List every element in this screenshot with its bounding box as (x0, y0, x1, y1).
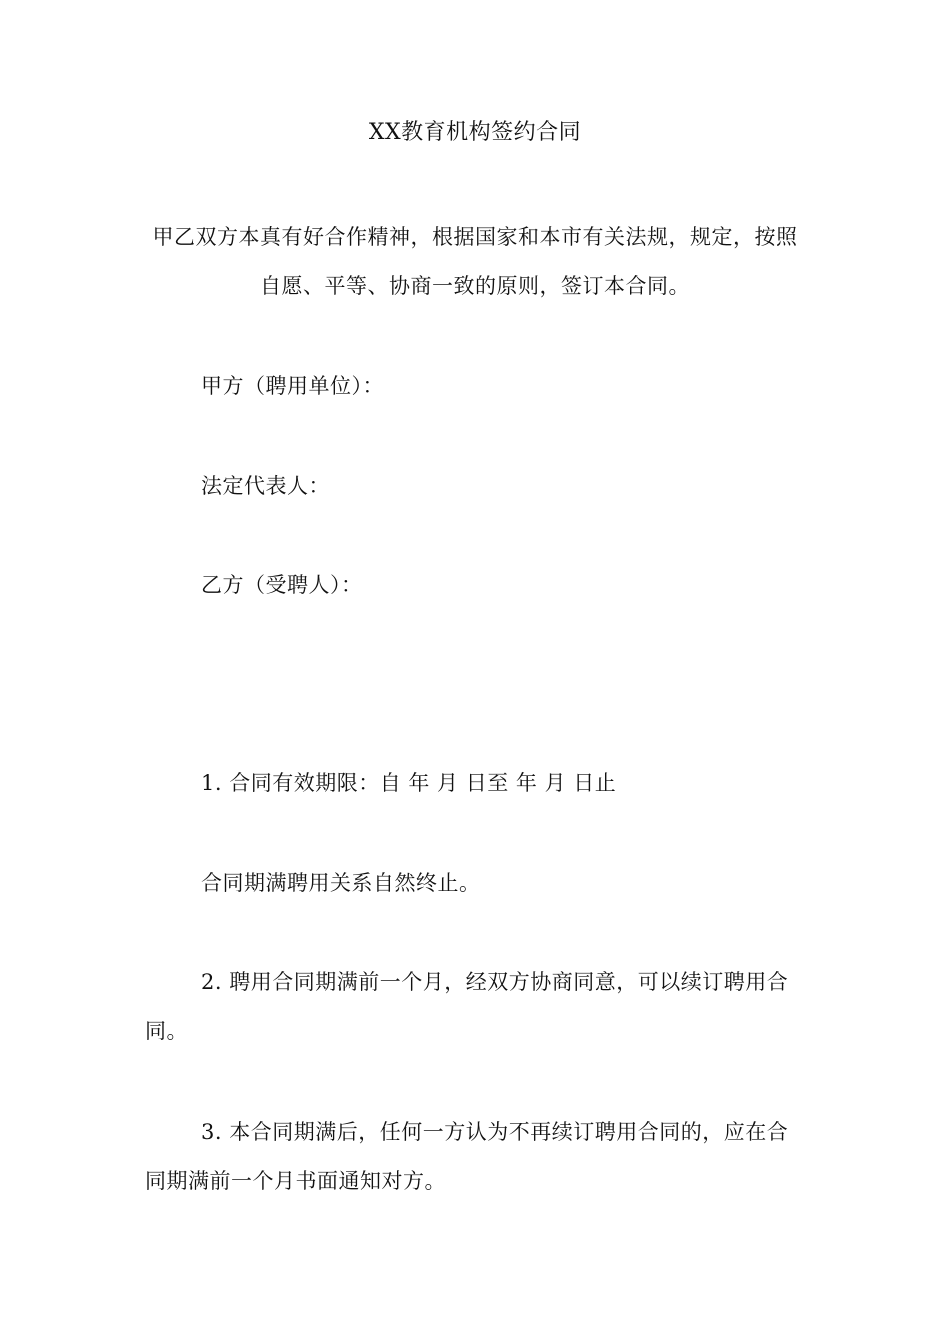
clause-1: 1. 合同有效期限：自 年 月 日至 年 月 日止 (201, 771, 617, 795)
clause-2-line-2: 同。 (145, 1019, 188, 1043)
party-a-label: 甲方（聘用单位）： (201, 374, 384, 398)
legal-representative-label: 法定代表人： (201, 474, 330, 498)
intro-line-1: 甲乙双方本真有好合作精神，根据国家和本市有关法规，规定，按照 (152, 225, 798, 249)
intro-line-2: 自愿、平等、协商一致的原则，签订本合同。 (260, 274, 690, 298)
party-b-label: 乙方（受聘人）： (201, 573, 363, 597)
clause-3-line-1: 3. 本合同期满后，任何一方认为不再续订聘用合同的，应在合 (201, 1120, 789, 1144)
document-title: XX教育机构签约合同 (368, 120, 582, 145)
clause-1-continuation: 合同期满聘用关系自然终止。 (201, 871, 481, 895)
clause-2-line-1: 2. 聘用合同期满前一个月，经双方协商同意，可以续订聘用合 (201, 970, 789, 994)
clause-3-line-2: 同期满前一个月书面通知对方。 (145, 1169, 446, 1193)
